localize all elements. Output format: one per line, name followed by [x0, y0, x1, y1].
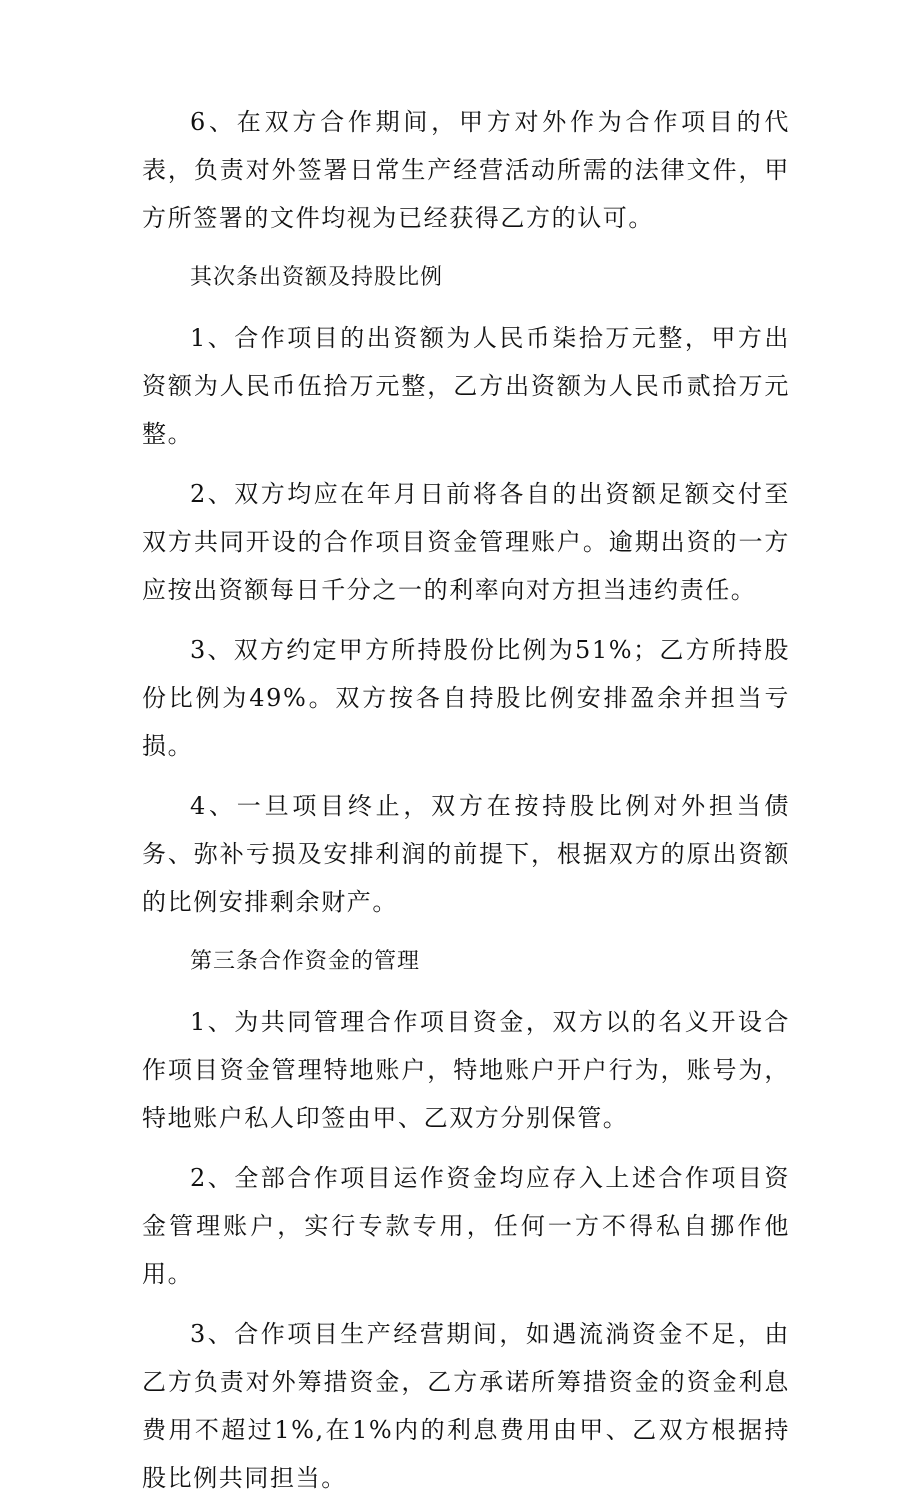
paragraph-article-2-item-3: 3、双方约定甲方所持股份比例为51%；乙方所持股份比例为49%。双方按各自持股比例安排盈余并担当亏损。	[142, 636, 790, 760]
paragraph-article-2-item-6: 6、在双方合作期间，甲方对外作为合作项目的代表，负责对外签署日常生产经营活动所需的法律文件，甲方所签署的文件均视为已经获得乙方的认可。	[142, 108, 790, 232]
paragraph-article-2-item-4: 4、一旦项目终止，双方在按持股比例对外担当债务、弥补亏损及安排利润的前提下，根据双方的原出资额的比例安排剩余财产。	[142, 792, 790, 916]
document-body	[142, 98, 790, 1502]
paragraph-article-2-item-1: 1、合作项目的出资额为人民币柒拾万元整，甲方出资额为人民币伍拾万元整，乙方出资额为人民币贰拾万元整。	[142, 324, 790, 448]
paragraph-article-3-item-1: 1、为共同管理合作项目资金，双方以的名义开设合作项目资金管理特地账户，特地账户开户行为，账号为，特地账户私人印签由甲、乙双方分别保管。	[142, 1008, 790, 1132]
heading-article-2: 其次条出资额及持股比例	[190, 265, 444, 290]
paragraph-article-3-item-3: 3、合作项目生产经营期间，如遇流淌资金不足，由乙方负责对外筹措资金，乙方承诺所筹措资金的资金利息费用不超过1%,在1%内的利息费用由甲、乙双方根据持股比例共同担当。	[142, 1320, 790, 1492]
paragraph-article-3-item-2: 2、全部合作项目运作资金均应存入上述合作项目资金管理账户，实行专款专用，任何一方不得私自挪作他用。	[142, 1164, 790, 1288]
heading-article-3: 第三条合作资金的管理	[190, 949, 421, 974]
paragraph-article-2-item-2: 2、双方均应在年月日前将各自的出资额足额交付至双方共同开设的合作项目资金管理账户。逾期出资的一方应按出资额每日千分之一的利率向对方担当违约责任。	[142, 480, 790, 604]
